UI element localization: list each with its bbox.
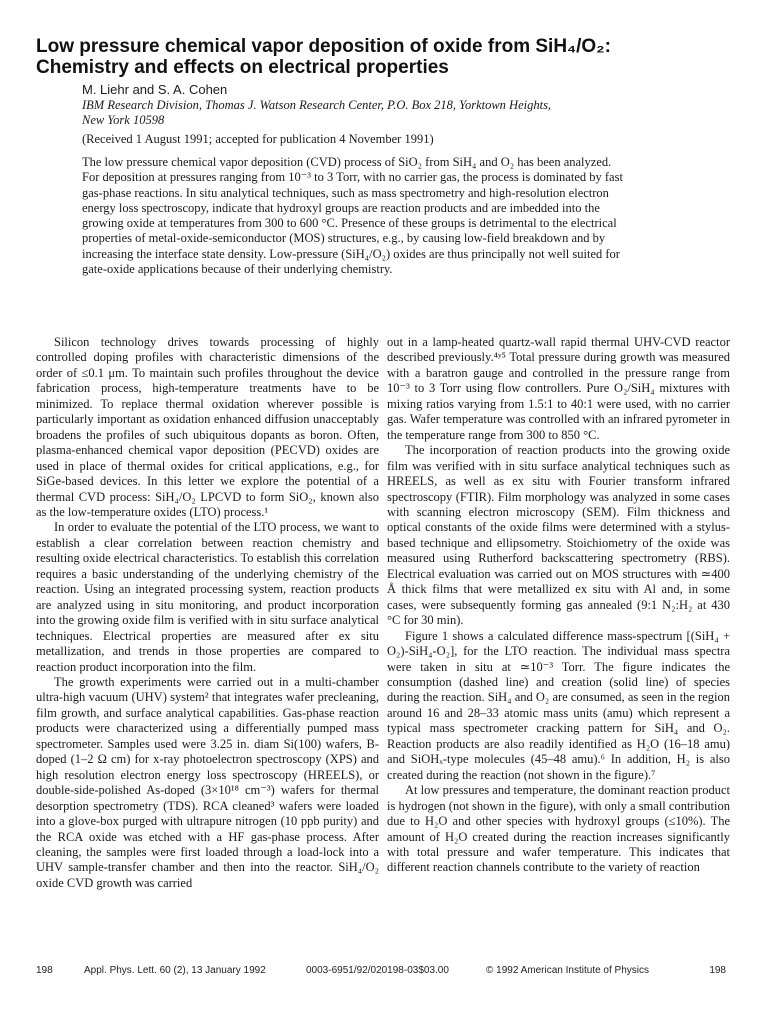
article-title-line-1: Low pressure chemical vapor deposition of oxide from SiH₄/O₂: <box>36 36 611 57</box>
article-title <box>36 36 726 78</box>
article-title-line-2: Chemistry and effects on electrical properties <box>36 57 449 78</box>
footer-journal-citation: Appl. Phys. Lett. 60 (2), 13 January 1992 <box>84 965 266 976</box>
received-dates: (Received 1 August 1991; accepted for publication 4 November 1991) <box>82 132 434 146</box>
paragraph: Figure 1 shows a calculated difference mass-spectrum [(SiH₄ + O₂)-SiH₄-O₂], for the LTO reaction. The individual mass spectra were taken in situ at ≃10⁻³ Torr. The figure indicates the consumption (dashed line) and creation (solid line) of species during the reaction. SiH₄ and O₂ are consumed, as seen in the region around 16 and 28–33 atomic mass units (amu) which represent a typical mass spectrometer cracking pattern for SiH₄ and O₂. Reaction products are also readily identified as H₂O (16–18 amu) and SiOHₓ-type molecules (45–48 amu).⁶ In addition, H₂ is also created during the reaction (not shown in the figure).⁷ <box>387 628 730 782</box>
paragraph: The incorporation of reaction products into the growing oxide film was verified with in situ surface analytical techniques such as HREELS, as well as ex situ with Fourier transform infrared spectroscopy (FTIR). Film morphology was analyzed in some cases with scanning electron microscopy (SEM). Film thickness and optical constants of the oxide films were determined with a stylus-based technique and ellipsometry. Stoichiometry of the oxide was measured using Rutherford backscattering spectrometry (RBS). Electrical evaluation was carried out on MOS structures with ≃400 Å thick films that were metallized ex situ with Al and, in some cases, were subsequently forming gas annealed (9:1 N₂:H₂ at 430 °C for 30 min). <box>387 443 730 628</box>
footer-page-number-right: 198 <box>709 965 726 976</box>
body-column-left <box>36 335 379 891</box>
affiliation-line-2: New York 10598 <box>82 113 165 127</box>
authors: M. Liehr and S. A. Cohen <box>82 82 228 97</box>
affiliation <box>82 98 642 128</box>
paragraph: The growth experiments were carried out in a multi-chamber ultra-high vacuum (UHV) system² that integrates wafer precleaning, film growth, and surface analytical capabilities. Gas-phase reaction products were characterized using a differentially pumped mass spectrometer. Samples used were 3.25 in. diam Si(100) wafers, B-doped (1–2 Ω cm) for x-ray photoelectron spectroscopy (XPS) and high resolution electron energy loss spectroscopy (HREELS), or double-side-polished As-doped (3×10¹⁸ cm⁻³) wafers for thermal desorption spectrometry (TDS). RCA cleaned³ wafers were loaded into a glove-box purged with ultrapure nitrogen (10 ppb purity) and the RCA oxide was etched with a HF gas-phase process. After cleaning, the samples were first loaded through a load-lock into a UHV sample-transfer chamber and then into the reactor. SiH₄/O₂ oxide CVD growth was carried <box>36 674 379 890</box>
page-footer <box>36 965 726 981</box>
affiliation-line-1: IBM Research Division, Thomas J. Watson Research Center, P.O. Box 218, Yorktown Heights, <box>82 98 552 112</box>
footer-article-code: 0003-6951/92/020198-03$03.00 <box>306 965 449 976</box>
paragraph: Silicon technology drives towards processing of highly controlled doping profiles with characteristic dimensions of the order of ≤0.1 μm. To maintain such profiles throughout the device fabrication process, high-temperature treatments have to be minimized. To replace thermal oxidation wherever possible is particularly important as oxidation enhanced diffusion unacceptably broadens the profiles of such ubiquitous dopants as boron. Often, plasma-enhanced chemical vapor deposition (PECVD) oxides are used in place of thermal oxides for critical applications, e.g., for SiGe-based devices. In this letter we explore the potential of a thermal CVD process: SiH₄/O₂ LPCVD to form SiO₂, known also as the low-temperature oxides (LTO) process.¹ <box>36 335 379 519</box>
abstract: The low pressure chemical vapor deposition (CVD) process of SiO₂ from SiH₄ and O₂ has been analyzed. For deposition at pressures ranging from 10⁻³ to 3 Torr, with no carrier gas, the process is dominated by fast gas-phase reactions. In situ analytical techniques, such as mass spectrometry and high-resolution electron energy loss spectroscopy, indicate that hydroxyl groups are reaction products and are imbedded into the growing oxide at temperatures from 300 to 600 °C. Presence of these groups is detrimental to the electrical properties of metal-oxide-semiconductor (MOS) structures, e.g., by causing low-field breakdown and by increasing the interface state density. Low-pressure (SiH₄/O₂) oxides are thus principally not well suited for gate-oxide applications because of their underlying chemistry. <box>82 155 623 277</box>
footer-copyright: © 1992 American Institute of Physics <box>486 965 650 976</box>
paragraph: In order to evaluate the potential of the LTO process, we want to establish a clear correlation between reaction chemistry and resulting oxide electrical characteristics. To establish this correlation requires a basic understanding of the underlying chemistry of the reaction. Using an integrated processing system, reaction products are analyzed using in situ monitoring, and product incorporation into the growing oxide film is verified with in situ surface analytical techniques. Electrical properties are measured after ex situ metallization, and trends in those properties are compared to reaction product incorporation into the film. <box>36 520 379 674</box>
paragraph: out in a lamp-heated quartz-wall rapid thermal UHV-CVD reactor described previously.⁴ʸ⁵ Total pressure during growth was measured with a baratron gauge and controlled in the pressure range from 10⁻³ to 3 Torr using flow controllers. Pure O₂/SiH₄ mixtures with mixing ratios varying from 1.5:1 to 40:1 were used, with no carrier gas. Wafer temperature was controlled with an infrared pyrometer in the temperature range from 300 to 850 °C. <box>387 335 730 442</box>
body-column-right <box>387 335 730 876</box>
paragraph: At low pressures and temperature, the dominant reaction product is hydrogen (not shown in the figure), with only a small contribution due to H₂O and other species with hydroxyl groups (≤10%). The amount of H₂O created during the reaction increases significantly with total pressure and wafer temperature. This indicates that different reaction channels contribute to the variety of reaction <box>387 783 731 875</box>
footer-page-number-left: 198 <box>36 965 53 976</box>
